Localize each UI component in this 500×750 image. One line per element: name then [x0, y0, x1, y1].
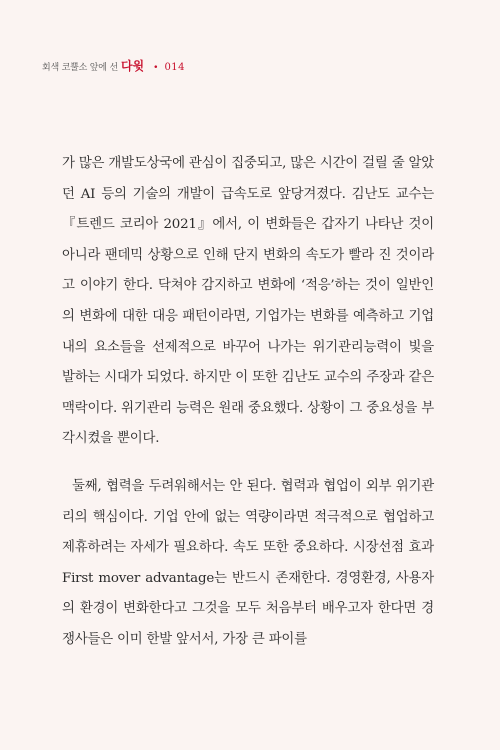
- running-header: [42, 57, 185, 77]
- book-title: 회색 코뿔소 앞에 선: [42, 63, 118, 73]
- book-title-accent: 다윗: [120, 59, 145, 73]
- page-number: 014: [164, 62, 186, 73]
- body-paragraph-1: 가 많은 개발도상국에 관심이 집중되고, 많은 시간이 걸릴 줄 알았던 AI 등의 기술의 개발이 급속도로 앞당겨졌다. 김난도 교수는 『트렌드 코리아 2021』에서, 이 변화들은 갑자기 나타난 것이 아니라 팬데믹 상황으로 인해 단지 변화의 속도가 빨라 진 것이라고 이야기 한다. 닥쳐야 감지하고 변화에 ‘적응’하는 것이 일반인의 변화에 대한 대응 패턴이라면, 기업가는 변화를 예측하고 기업 내의 요소들을 선제적으로 바꾸어 나가는 위기관리능력이 빛을 발하는 시대가 되었다. 하지만 이 또한 김난도 교수의 주장과 같은 맥락이다. 위기관리 능력은 원래 중요했다. 상황이 그 중요성을 부각시켰을 뿐이다.: [62, 156, 434, 447]
- header-separator-dot: •: [153, 63, 159, 73]
- body-paragraph-2: 둘째, 협력을 두려워해서는 안 된다. 협력과 협업이 외부 위기관리의 핵심이다. 기업 안에 없는 역량이라면 적극적으로 협업하고 제휴하려는 자세가 필요하다. 속도 또한 중요하다. 시장선점 효과 First mover advantage는 반드시 존재한다. 경영환경, 사용자의 환경이 변화한다고 그것을 모두 처음부터 배우고자 한다면 경쟁사들은 이미 한발 앞서서, 가장 큰 파이를: [62, 479, 434, 647]
